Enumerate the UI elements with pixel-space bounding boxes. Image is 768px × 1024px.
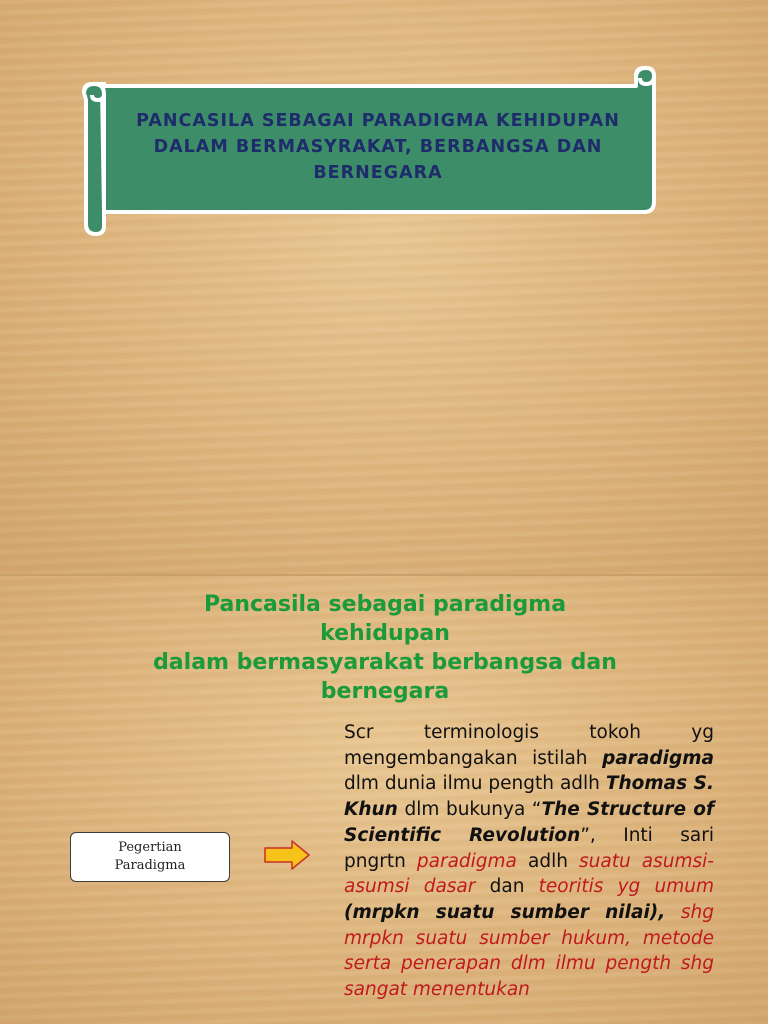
body-run: (mrpkn suatu sumber nilai),	[344, 901, 666, 923]
body-run: paradigma	[602, 747, 714, 769]
body-run: adlh	[516, 850, 580, 872]
paradigma-definition-text	[344, 720, 714, 1003]
body-run: ”, Inti sari pngrtn	[344, 824, 714, 872]
title-line-2: kehidupan	[320, 621, 450, 646]
slide-2	[0, 576, 768, 1024]
body-run: Scr terminologis tokoh yg mengembangakan istilah	[344, 722, 714, 769]
body-run: The Structure of Scientific Revolution	[344, 799, 714, 846]
body-run: suatu asumsi-asumsi dasar	[344, 850, 714, 898]
pegertian-paradigma-box	[70, 832, 230, 882]
box-line-1: Pegertian	[118, 840, 182, 855]
title-line-4: bernegara	[320, 679, 450, 704]
body-run: teoritis yg umum	[538, 876, 714, 898]
body-run: dlm dunia ilmu pength adlh	[344, 773, 606, 795]
body-run: dlm bukunya “	[397, 799, 542, 821]
right-arrow-icon	[264, 840, 310, 870]
body-run: dan	[475, 876, 539, 898]
slide-1-title: PANCASILA SEBAGAI PARADIGMA KEHIDUPAN DALAM BERMASYRAKAT, BERBANGSA DAN BERNEGARA	[136, 111, 620, 183]
body-run: shg mrpkn suatu sumber hukum, metode serta penerapan dlm ilmu pength shg sangat menentukan	[344, 901, 714, 1001]
title-line-1: Pancasila sebagai paradigma	[203, 592, 567, 617]
title-line-3: dalam bermasyarakat berbangsa dan	[153, 650, 617, 675]
box-line-2: Paradigma	[114, 858, 186, 873]
slide-2-title	[120, 590, 650, 706]
body-run: paradigma	[416, 850, 517, 872]
body-run: Thomas S. Khun	[344, 773, 714, 821]
